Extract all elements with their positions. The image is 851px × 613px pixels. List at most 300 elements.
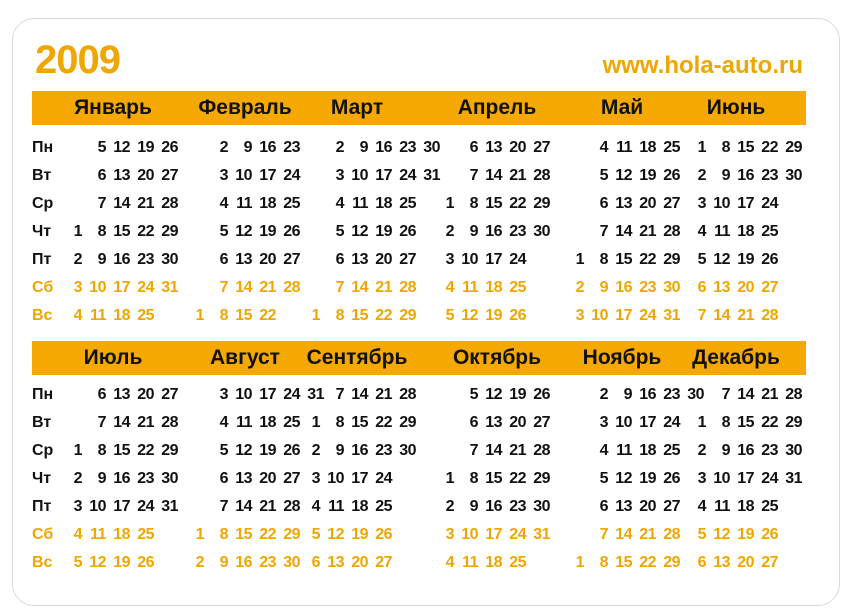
calendar-day: 11 [714, 498, 730, 515]
calendar-day: 26 [375, 526, 392, 543]
calendar-day: 18 [485, 554, 502, 571]
calendar-day: 22 [761, 139, 778, 156]
calendar-day: 7 [335, 386, 344, 403]
calendar-day: 16 [259, 139, 276, 156]
calendar-day: 18 [737, 223, 754, 240]
calendar-day: 11 [90, 526, 106, 543]
calendar-day: 24 [283, 386, 300, 403]
calendar-day: 10 [461, 526, 478, 543]
calendar-day: 14 [615, 526, 632, 543]
calendar-day: 27 [375, 554, 392, 571]
month-name: Июнь [706, 96, 766, 119]
calendar-day: 22 [639, 251, 656, 268]
calendar-day: 24 [137, 279, 154, 296]
calendar-day: 5 [311, 526, 320, 543]
weekday-label: Вт [32, 167, 52, 184]
calendar-day: 10 [327, 470, 344, 487]
calendar-day: 3 [73, 279, 82, 296]
calendar-day: 15 [485, 195, 502, 212]
calendar-day: 11 [714, 223, 730, 240]
calendar-day: 1 [73, 442, 82, 459]
month-name: Январь [74, 96, 152, 119]
calendar-day: 27 [533, 414, 550, 431]
calendar-day: 20 [259, 470, 276, 487]
weekday-label: Ср [32, 195, 54, 212]
weekday-label: Вс [32, 554, 53, 571]
calendar-day: 14 [737, 386, 754, 403]
calendar-day: 15 [737, 139, 754, 156]
calendar-day: 17 [615, 307, 632, 324]
calendar-day: 1 [445, 470, 454, 487]
calendar-day: 1 [311, 307, 320, 324]
calendar-day: 26 [663, 470, 680, 487]
calendar-day: 28 [399, 386, 416, 403]
calendar-day: 16 [375, 139, 392, 156]
calendar-year: 2009 [35, 38, 120, 82]
calendar-day: 6 [97, 386, 106, 403]
calendar-day: 27 [283, 251, 300, 268]
calendar-day: 23 [509, 498, 526, 515]
calendar-day: 28 [283, 498, 300, 515]
calendar-day: 1 [697, 139, 706, 156]
calendar-day: 28 [533, 442, 550, 459]
calendar-day: 8 [721, 139, 730, 156]
calendar-day: 20 [137, 386, 154, 403]
calendar-day: 6 [697, 554, 706, 571]
calendar-day: 29 [283, 526, 300, 543]
calendar-day: 28 [399, 279, 416, 296]
weekday-label: Вс [32, 307, 53, 324]
calendar-day: 2 [697, 442, 706, 459]
calendar-day: 26 [161, 139, 178, 156]
calendar-day: 14 [113, 195, 130, 212]
calendar-day: 15 [737, 414, 754, 431]
calendar-day: 3 [697, 195, 706, 212]
calendar-day: 4 [445, 554, 454, 571]
calendar-day: 8 [721, 414, 730, 431]
calendar-day: 26 [283, 223, 300, 240]
calendar-day: 16 [235, 554, 252, 571]
calendar-day: 4 [599, 139, 608, 156]
calendar-day: 27 [399, 251, 416, 268]
calendar-day: 25 [375, 498, 392, 515]
calendar-day: 25 [137, 307, 154, 324]
month-name: Октябрь [452, 346, 542, 369]
calendar-day: 19 [113, 554, 130, 571]
calendar-day: 9 [721, 442, 730, 459]
calendar-day: 30 [533, 498, 550, 515]
calendar-day: 10 [89, 279, 106, 296]
calendar-day: 8 [97, 223, 106, 240]
calendar-day: 4 [697, 223, 706, 240]
calendar-day: 7 [469, 442, 478, 459]
calendar-day: 15 [351, 307, 368, 324]
calendar-day: 1 [195, 307, 204, 324]
calendar-day: 19 [639, 167, 656, 184]
calendar-day: 29 [399, 307, 416, 324]
calendar-day: 24 [761, 470, 778, 487]
calendar-day: 17 [113, 279, 130, 296]
calendar-day: 2 [445, 223, 454, 240]
calendar-day: 2 [575, 279, 584, 296]
calendar-day: 8 [97, 442, 106, 459]
calendar-day: 24 [509, 526, 526, 543]
calendar-day: 7 [97, 414, 106, 431]
calendar-day: 12 [713, 251, 730, 268]
calendar-day: 28 [533, 167, 550, 184]
calendar-day: 7 [599, 223, 608, 240]
calendar-day: 3 [335, 167, 344, 184]
calendar-day: 25 [283, 195, 300, 212]
calendar-day: 16 [113, 470, 130, 487]
calendar-day: 17 [639, 414, 656, 431]
calendar-day: 10 [461, 251, 478, 268]
calendar-day: 13 [113, 167, 130, 184]
calendar-day: 22 [509, 470, 526, 487]
calendar-day: 30 [399, 442, 416, 459]
calendar-day: 18 [737, 498, 754, 515]
weekday-label: Чт [32, 470, 52, 487]
weekday-label: Сб [32, 279, 54, 296]
calendar-day: 13 [713, 279, 730, 296]
calendar-day: 23 [761, 167, 778, 184]
calendar-day: 23 [137, 251, 154, 268]
calendar-day: 12 [89, 554, 106, 571]
calendar-day: 29 [533, 195, 550, 212]
calendar-day: 18 [639, 442, 656, 459]
calendar-day: 3 [445, 251, 454, 268]
calendar-day: 6 [97, 167, 106, 184]
calendar-day: 18 [639, 139, 656, 156]
calendar-day: 19 [737, 526, 754, 543]
calendar-day: 30 [533, 223, 550, 240]
calendar-day: 18 [375, 195, 392, 212]
calendar-day: 24 [137, 498, 154, 515]
calendar-day: 10 [615, 414, 632, 431]
month-name: Февраль [198, 96, 292, 119]
calendar-day: 31 [785, 470, 802, 487]
calendar-day: 5 [445, 307, 454, 324]
calendar-day: 7 [97, 195, 106, 212]
calendar-day: 6 [311, 554, 320, 571]
calendar-day: 7 [697, 307, 706, 324]
calendar-day: 16 [485, 498, 502, 515]
calendar-day: 10 [591, 307, 608, 324]
calendar-day: 15 [235, 307, 252, 324]
calendar-day: 6 [219, 470, 228, 487]
calendar-day: 11 [90, 307, 106, 324]
calendar-day: 2 [311, 442, 320, 459]
month-name: Сентябрь [306, 346, 408, 369]
calendar-day: 3 [697, 470, 706, 487]
calendar-day: 14 [351, 279, 368, 296]
calendar-day: 25 [283, 414, 300, 431]
calendar-day: 22 [375, 414, 392, 431]
calendar-day: 8 [335, 307, 344, 324]
calendar-day: 18 [485, 279, 502, 296]
calendar-day: 11 [616, 442, 632, 459]
month-name: Ноябрь [582, 346, 662, 369]
calendar-day: 13 [113, 386, 130, 403]
calendar-day: 11 [236, 195, 252, 212]
calendar-day: 24 [761, 195, 778, 212]
calendar-day: 20 [137, 167, 154, 184]
calendar-day: 3 [575, 307, 584, 324]
calendar-day: 17 [259, 167, 276, 184]
calendar-day: 31 [161, 279, 178, 296]
calendar-day: 6 [469, 139, 478, 156]
calendar-day: 26 [509, 307, 526, 324]
calendar-day: 30 [785, 442, 802, 459]
calendar-day: 11 [236, 414, 252, 431]
calendar-day: 18 [259, 195, 276, 212]
calendar-day: 23 [259, 554, 276, 571]
calendar-day: 4 [219, 414, 228, 431]
calendar-day: 16 [737, 442, 754, 459]
calendar-day: 14 [351, 386, 368, 403]
calendar-day: 21 [761, 386, 778, 403]
calendar-day: 1 [445, 195, 454, 212]
calendar-day: 8 [219, 526, 228, 543]
calendar-day: 19 [351, 526, 368, 543]
calendar-day: 29 [161, 442, 178, 459]
calendar-day: 23 [509, 223, 526, 240]
calendar-day: 1 [311, 414, 320, 431]
calendar-day: 5 [697, 251, 706, 268]
calendar-day: 21 [375, 279, 392, 296]
calendar-day: 10 [713, 470, 730, 487]
calendar-day: 10 [89, 498, 106, 515]
calendar-day: 15 [615, 251, 632, 268]
calendar-day: 30 [785, 167, 802, 184]
calendar-day: 1 [195, 526, 204, 543]
calendar-day: 8 [219, 307, 228, 324]
calendar-day: 1 [575, 251, 584, 268]
calendar-day: 14 [235, 279, 252, 296]
calendar-day: 21 [509, 167, 526, 184]
calendar-day: 25 [399, 195, 416, 212]
calendar-day: 25 [509, 279, 526, 296]
calendar-day: 9 [469, 498, 478, 515]
calendar-day: 3 [73, 498, 82, 515]
calendar-day: 9 [219, 554, 228, 571]
calendar-day: 9 [721, 167, 730, 184]
calendar-day: 21 [639, 223, 656, 240]
weekday-label: Пт [32, 498, 52, 515]
calendar-day: 20 [639, 195, 656, 212]
calendar-day: 7 [219, 498, 228, 515]
calendar-day: 5 [97, 139, 106, 156]
calendar-day: 8 [599, 554, 608, 571]
calendar-day: 31 [533, 526, 550, 543]
calendar-day: 30 [283, 554, 300, 571]
calendar-day: 26 [761, 251, 778, 268]
calendar-day: 19 [639, 470, 656, 487]
calendar-day: 24 [399, 167, 416, 184]
calendar-day: 2 [599, 386, 608, 403]
calendar-day: 15 [485, 470, 502, 487]
calendar-day: 5 [219, 223, 228, 240]
weekday-label: Пн [32, 139, 54, 156]
calendar-day: 5 [335, 223, 344, 240]
calendar-day: 28 [161, 195, 178, 212]
calendar-day: 30 [663, 279, 680, 296]
calendar-day: 30 [161, 470, 178, 487]
calendar-day: 31 [423, 167, 440, 184]
calendar-day: 26 [399, 223, 416, 240]
calendar-day: 8 [335, 414, 344, 431]
calendar-day: 3 [219, 167, 228, 184]
calendar-day: 22 [137, 223, 154, 240]
calendar-day: 19 [137, 139, 154, 156]
calendar-day: 24 [509, 251, 526, 268]
weekday-label: Ср [32, 442, 54, 459]
calendar-day: 5 [599, 470, 608, 487]
calendar-day: 1 [575, 554, 584, 571]
calendar-day: 10 [713, 195, 730, 212]
calendar-day: 17 [485, 526, 502, 543]
calendar-day: 2 [219, 139, 228, 156]
calendar-day: 4 [445, 279, 454, 296]
calendar-day: 22 [375, 307, 392, 324]
calendar-day: 10 [235, 167, 252, 184]
calendar-day: 30 [161, 251, 178, 268]
calendar-day: 23 [761, 442, 778, 459]
calendar-day: 21 [137, 195, 154, 212]
month-name: Март [330, 96, 384, 119]
calendar-day: 5 [697, 526, 706, 543]
calendar-day: 29 [399, 414, 416, 431]
calendar-day: 30 [687, 386, 704, 403]
calendar-day: 31 [161, 498, 178, 515]
calendar-day: 14 [615, 223, 632, 240]
calendar-day: 6 [219, 251, 228, 268]
calendar-day: 22 [639, 554, 656, 571]
calendar-day: 26 [761, 526, 778, 543]
calendar-day: 26 [283, 442, 300, 459]
calendar-day: 31 [307, 386, 324, 403]
calendar-day: 10 [235, 386, 252, 403]
weekday-label: Сб [32, 526, 54, 543]
calendar-day: 9 [97, 251, 106, 268]
calendar-day: 29 [663, 251, 680, 268]
calendar-day: 12 [615, 167, 632, 184]
calendar-day: 20 [509, 139, 526, 156]
calendar-day: 12 [235, 442, 252, 459]
calendar-day: 11 [462, 279, 478, 296]
calendar-day: 16 [615, 279, 632, 296]
calendar-day: 16 [113, 251, 130, 268]
calendar-day: 28 [663, 223, 680, 240]
calendar-day: 18 [259, 414, 276, 431]
calendar-day: 22 [761, 414, 778, 431]
calendar-day: 29 [785, 139, 802, 156]
calendar-day: 17 [351, 470, 368, 487]
weekday-label: Чт [32, 223, 52, 240]
calendar-day: 21 [259, 498, 276, 515]
calendar-day: 3 [219, 386, 228, 403]
calendar-day: 29 [663, 554, 680, 571]
calendar-day: 13 [615, 195, 632, 212]
calendar-day: 6 [599, 498, 608, 515]
calendar-day: 16 [485, 223, 502, 240]
calendar-day: 9 [243, 139, 252, 156]
calendar-day: 2 [73, 251, 82, 268]
calendar-day: 8 [599, 251, 608, 268]
calendar-day: 26 [663, 167, 680, 184]
calendar-day: 19 [485, 307, 502, 324]
calendar-day: 19 [737, 251, 754, 268]
calendar-day: 12 [235, 223, 252, 240]
calendar-day: 23 [283, 139, 300, 156]
calendar-day: 27 [761, 279, 778, 296]
calendar-day: 23 [399, 139, 416, 156]
calendar-day: 12 [615, 470, 632, 487]
calendar-day: 12 [713, 526, 730, 543]
calendar-day: 13 [615, 498, 632, 515]
calendar-day: 6 [469, 414, 478, 431]
calendar-day: 23 [375, 442, 392, 459]
calendar-day: 27 [161, 386, 178, 403]
calendar-day: 19 [375, 223, 392, 240]
calendar-day: 23 [137, 470, 154, 487]
calendar-day: 9 [97, 470, 106, 487]
calendar-day: 18 [113, 307, 130, 324]
calendar-day: 19 [509, 386, 526, 403]
calendar-day: 9 [623, 386, 632, 403]
calendar-day: 15 [113, 442, 130, 459]
calendar-day: 12 [461, 307, 478, 324]
calendar-day: 14 [485, 167, 502, 184]
calendar-day: 19 [259, 223, 276, 240]
calendar-day: 3 [311, 470, 320, 487]
calendar-day: 15 [113, 223, 130, 240]
calendar-day: 11 [352, 195, 368, 212]
calendar-day: 2 [195, 554, 204, 571]
calendar-day: 12 [485, 386, 502, 403]
calendar-day: 14 [113, 414, 130, 431]
calendar-day: 15 [351, 414, 368, 431]
calendar-day: 13 [485, 139, 502, 156]
calendar-day: 22 [259, 526, 276, 543]
calendar-day: 17 [113, 498, 130, 515]
calendar-day: 26 [533, 386, 550, 403]
month-name: Июль [83, 346, 143, 369]
calendar-day: 7 [335, 279, 344, 296]
calendar-day: 15 [235, 526, 252, 543]
calendar-day: 12 [351, 223, 368, 240]
calendar-day: 17 [737, 470, 754, 487]
calendar-day: 29 [533, 470, 550, 487]
calendar-day: 20 [737, 279, 754, 296]
calendar-day: 14 [485, 442, 502, 459]
calendar-day: 2 [73, 470, 82, 487]
calendar-day: 25 [509, 554, 526, 571]
calendar-day: 20 [509, 414, 526, 431]
calendar-day: 13 [235, 470, 252, 487]
weekday-label: Вт [32, 414, 52, 431]
calendar-day: 21 [375, 386, 392, 403]
weekday-label: Пт [32, 251, 52, 268]
calendar-day: 23 [663, 386, 680, 403]
calendar-day: 5 [469, 386, 478, 403]
calendar-day: 16 [351, 442, 368, 459]
calendar-day: 20 [259, 251, 276, 268]
calendar-day: 3 [599, 414, 608, 431]
calendar-day: 17 [485, 251, 502, 268]
calendar-day: 7 [219, 279, 228, 296]
calendar-day: 9 [599, 279, 608, 296]
